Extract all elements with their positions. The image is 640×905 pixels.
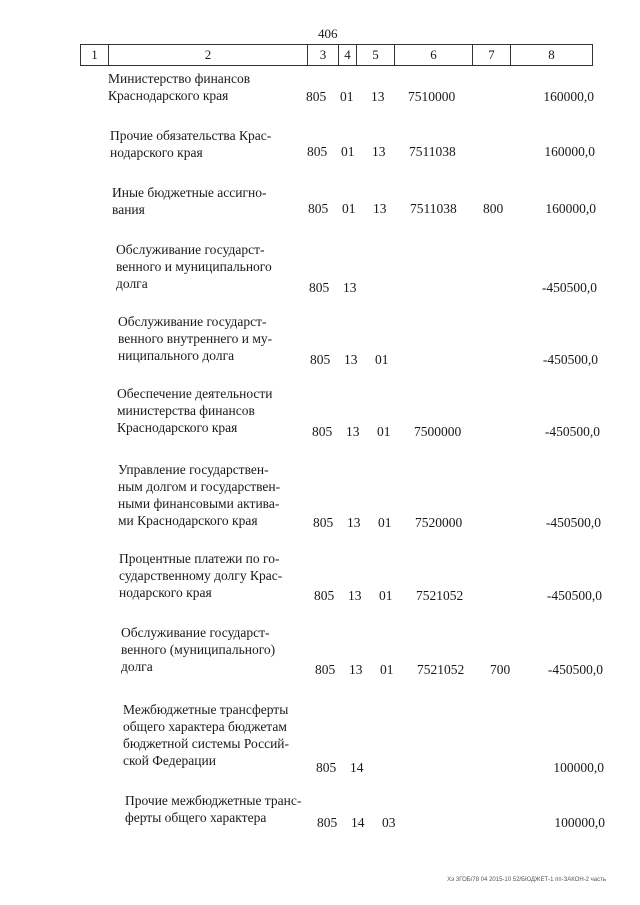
row-name-line: Межбюджетные трансферты xyxy=(123,702,289,717)
row-name-line: венного и муниципального xyxy=(116,259,272,274)
row-value-c3: 805 xyxy=(306,89,327,104)
row-name-line: Обслуживание государст- xyxy=(118,314,267,329)
row-name-line: бюджетной системы Россий- xyxy=(123,736,290,751)
row-value-c3: 805 xyxy=(307,144,328,159)
row-value-c5: 01 xyxy=(375,352,389,367)
row-value-c4: 13 xyxy=(343,280,357,295)
row-name-line: Обеспечение деятельности xyxy=(117,386,273,401)
row-name xyxy=(118,461,304,529)
row-name xyxy=(112,184,302,218)
row-name xyxy=(116,241,304,292)
row-name-line: Процентные платежи по го- xyxy=(119,551,280,566)
row-name-line: ниципального долга xyxy=(118,348,235,363)
row-value-c3: 805 xyxy=(313,515,334,530)
row-name-line: Краснодарского края xyxy=(117,420,238,435)
row-name-line: венного (муниципального) xyxy=(121,642,276,657)
row-name-line: ным долгом и государствен- xyxy=(118,479,281,494)
footer-note: Хэ 3ГОБ/78 04 2015-10 52/БЮДЖЕТ-1 пп-ЗАКОН-2 часть xyxy=(447,877,606,883)
row-name-line: ферты общего характера xyxy=(125,810,267,825)
row-name-line: Обслуживание государст- xyxy=(116,242,265,257)
row-value-c5: 03 xyxy=(382,815,396,830)
row-name xyxy=(118,313,305,364)
row-name-line: Иные бюджетные ассигно- xyxy=(112,185,267,200)
row-value-c4: 13 xyxy=(346,424,360,439)
row-value-c8: -450500,0 xyxy=(544,424,600,439)
row-value-c8: 160000,0 xyxy=(543,89,594,104)
row-value-c4: 01 xyxy=(341,144,355,159)
row-name-line: Краснодарского края xyxy=(108,88,229,103)
row-value-c6: 7511038 xyxy=(409,144,456,159)
row-value-c4: 01 xyxy=(340,89,354,104)
row-value-c6: 7521052 xyxy=(416,588,464,603)
row-name-line: нодарского края xyxy=(110,145,203,160)
row-value-c6: 7500000 xyxy=(414,424,462,439)
row-value-c6: 7511038 xyxy=(410,201,457,216)
row-value-c8: -450500,0 xyxy=(546,588,602,603)
row-name xyxy=(121,624,307,675)
row-value-c8: 100000,0 xyxy=(554,815,605,830)
row-value-c3: 805 xyxy=(309,280,330,295)
row-value-c4: 13 xyxy=(344,352,358,367)
row-value-c6: 7510000 xyxy=(408,89,456,104)
row-name-line: Прочие обязательства Крас- xyxy=(110,128,272,143)
row-value-c5: 01 xyxy=(377,424,391,439)
row-value-c3: 805 xyxy=(317,815,338,830)
row-value-c4: 13 xyxy=(349,662,363,677)
row-value-c4: 13 xyxy=(348,588,362,603)
row-value-c3: 805 xyxy=(316,760,337,775)
row-value-c8: -450500,0 xyxy=(542,352,598,367)
row-value-c5: 01 xyxy=(380,662,394,677)
row-name-line: ми Краснодарского края xyxy=(118,513,258,528)
row-name xyxy=(108,70,298,104)
row-value-c5: 13 xyxy=(373,201,387,216)
row-name-line: Управление государствен- xyxy=(118,462,269,477)
row-value-c8: 160000,0 xyxy=(544,144,595,159)
row-name-line: Обслуживание государст- xyxy=(121,625,270,640)
row-value-c8: -450500,0 xyxy=(547,662,603,677)
row-name-line: министерства финансов xyxy=(117,403,255,418)
row-name-line: вания xyxy=(112,202,145,217)
row-name-line: сударственному долгу Крас- xyxy=(119,568,283,583)
row-name xyxy=(123,701,311,769)
table-header xyxy=(80,44,593,66)
row-value-c4: 13 xyxy=(347,515,361,530)
row-value-c7: 800 xyxy=(483,201,504,216)
row-name xyxy=(119,550,305,601)
row-value-c3: 805 xyxy=(308,201,329,216)
row-value-c8: -450500,0 xyxy=(541,280,597,295)
row-value-c8: -450500,0 xyxy=(545,515,601,530)
row-name-line: венного внутреннего и му- xyxy=(118,331,273,346)
row-value-c7: 700 xyxy=(490,662,511,677)
header-col-8: 8 xyxy=(510,45,593,65)
row-value-c4: 01 xyxy=(342,201,356,216)
header-col-3: 3 xyxy=(307,45,338,65)
row-name xyxy=(117,385,303,436)
row-name-line: долга xyxy=(121,659,153,674)
row-value-c3: 805 xyxy=(314,588,335,603)
row-value-c8: 100000,0 xyxy=(553,760,604,775)
header-col-1: 1 xyxy=(80,45,108,65)
row-value-c6: 7520000 xyxy=(415,515,463,530)
row-name xyxy=(110,127,300,161)
row-name xyxy=(125,792,313,826)
row-name-line: ской Федерации xyxy=(123,753,216,768)
page-number: 406 xyxy=(318,26,338,41)
row-value-c6: 7521052 xyxy=(417,662,465,677)
header-col-6: 6 xyxy=(394,45,472,65)
row-value-c3: 805 xyxy=(312,424,333,439)
row-value-c3: 805 xyxy=(310,352,331,367)
row-value-c5: 01 xyxy=(378,515,392,530)
row-value-c4: 14 xyxy=(351,815,365,830)
header-col-5: 5 xyxy=(356,45,394,65)
row-value-c8: 160000,0 xyxy=(545,201,596,216)
row-name-line: ными финансовыми актива- xyxy=(118,496,280,511)
row-name-line: долга xyxy=(116,276,148,291)
row-value-c5: 13 xyxy=(372,144,386,159)
row-name-line: Министерство финансов xyxy=(108,71,251,86)
header-col-2: 2 xyxy=(108,45,307,65)
row-value-c4: 14 xyxy=(350,760,364,775)
row-name-line: нодарского края xyxy=(119,585,212,600)
row-name-line: Прочие межбюджетные транс- xyxy=(125,793,302,808)
row-value-c3: 805 xyxy=(315,662,336,677)
header-col-7: 7 xyxy=(472,45,510,65)
row-value-c5: 01 xyxy=(379,588,393,603)
row-name-line: общего характера бюджетам xyxy=(123,719,287,734)
row-value-c5: 13 xyxy=(371,89,385,104)
header-col-4: 4 xyxy=(338,45,356,65)
